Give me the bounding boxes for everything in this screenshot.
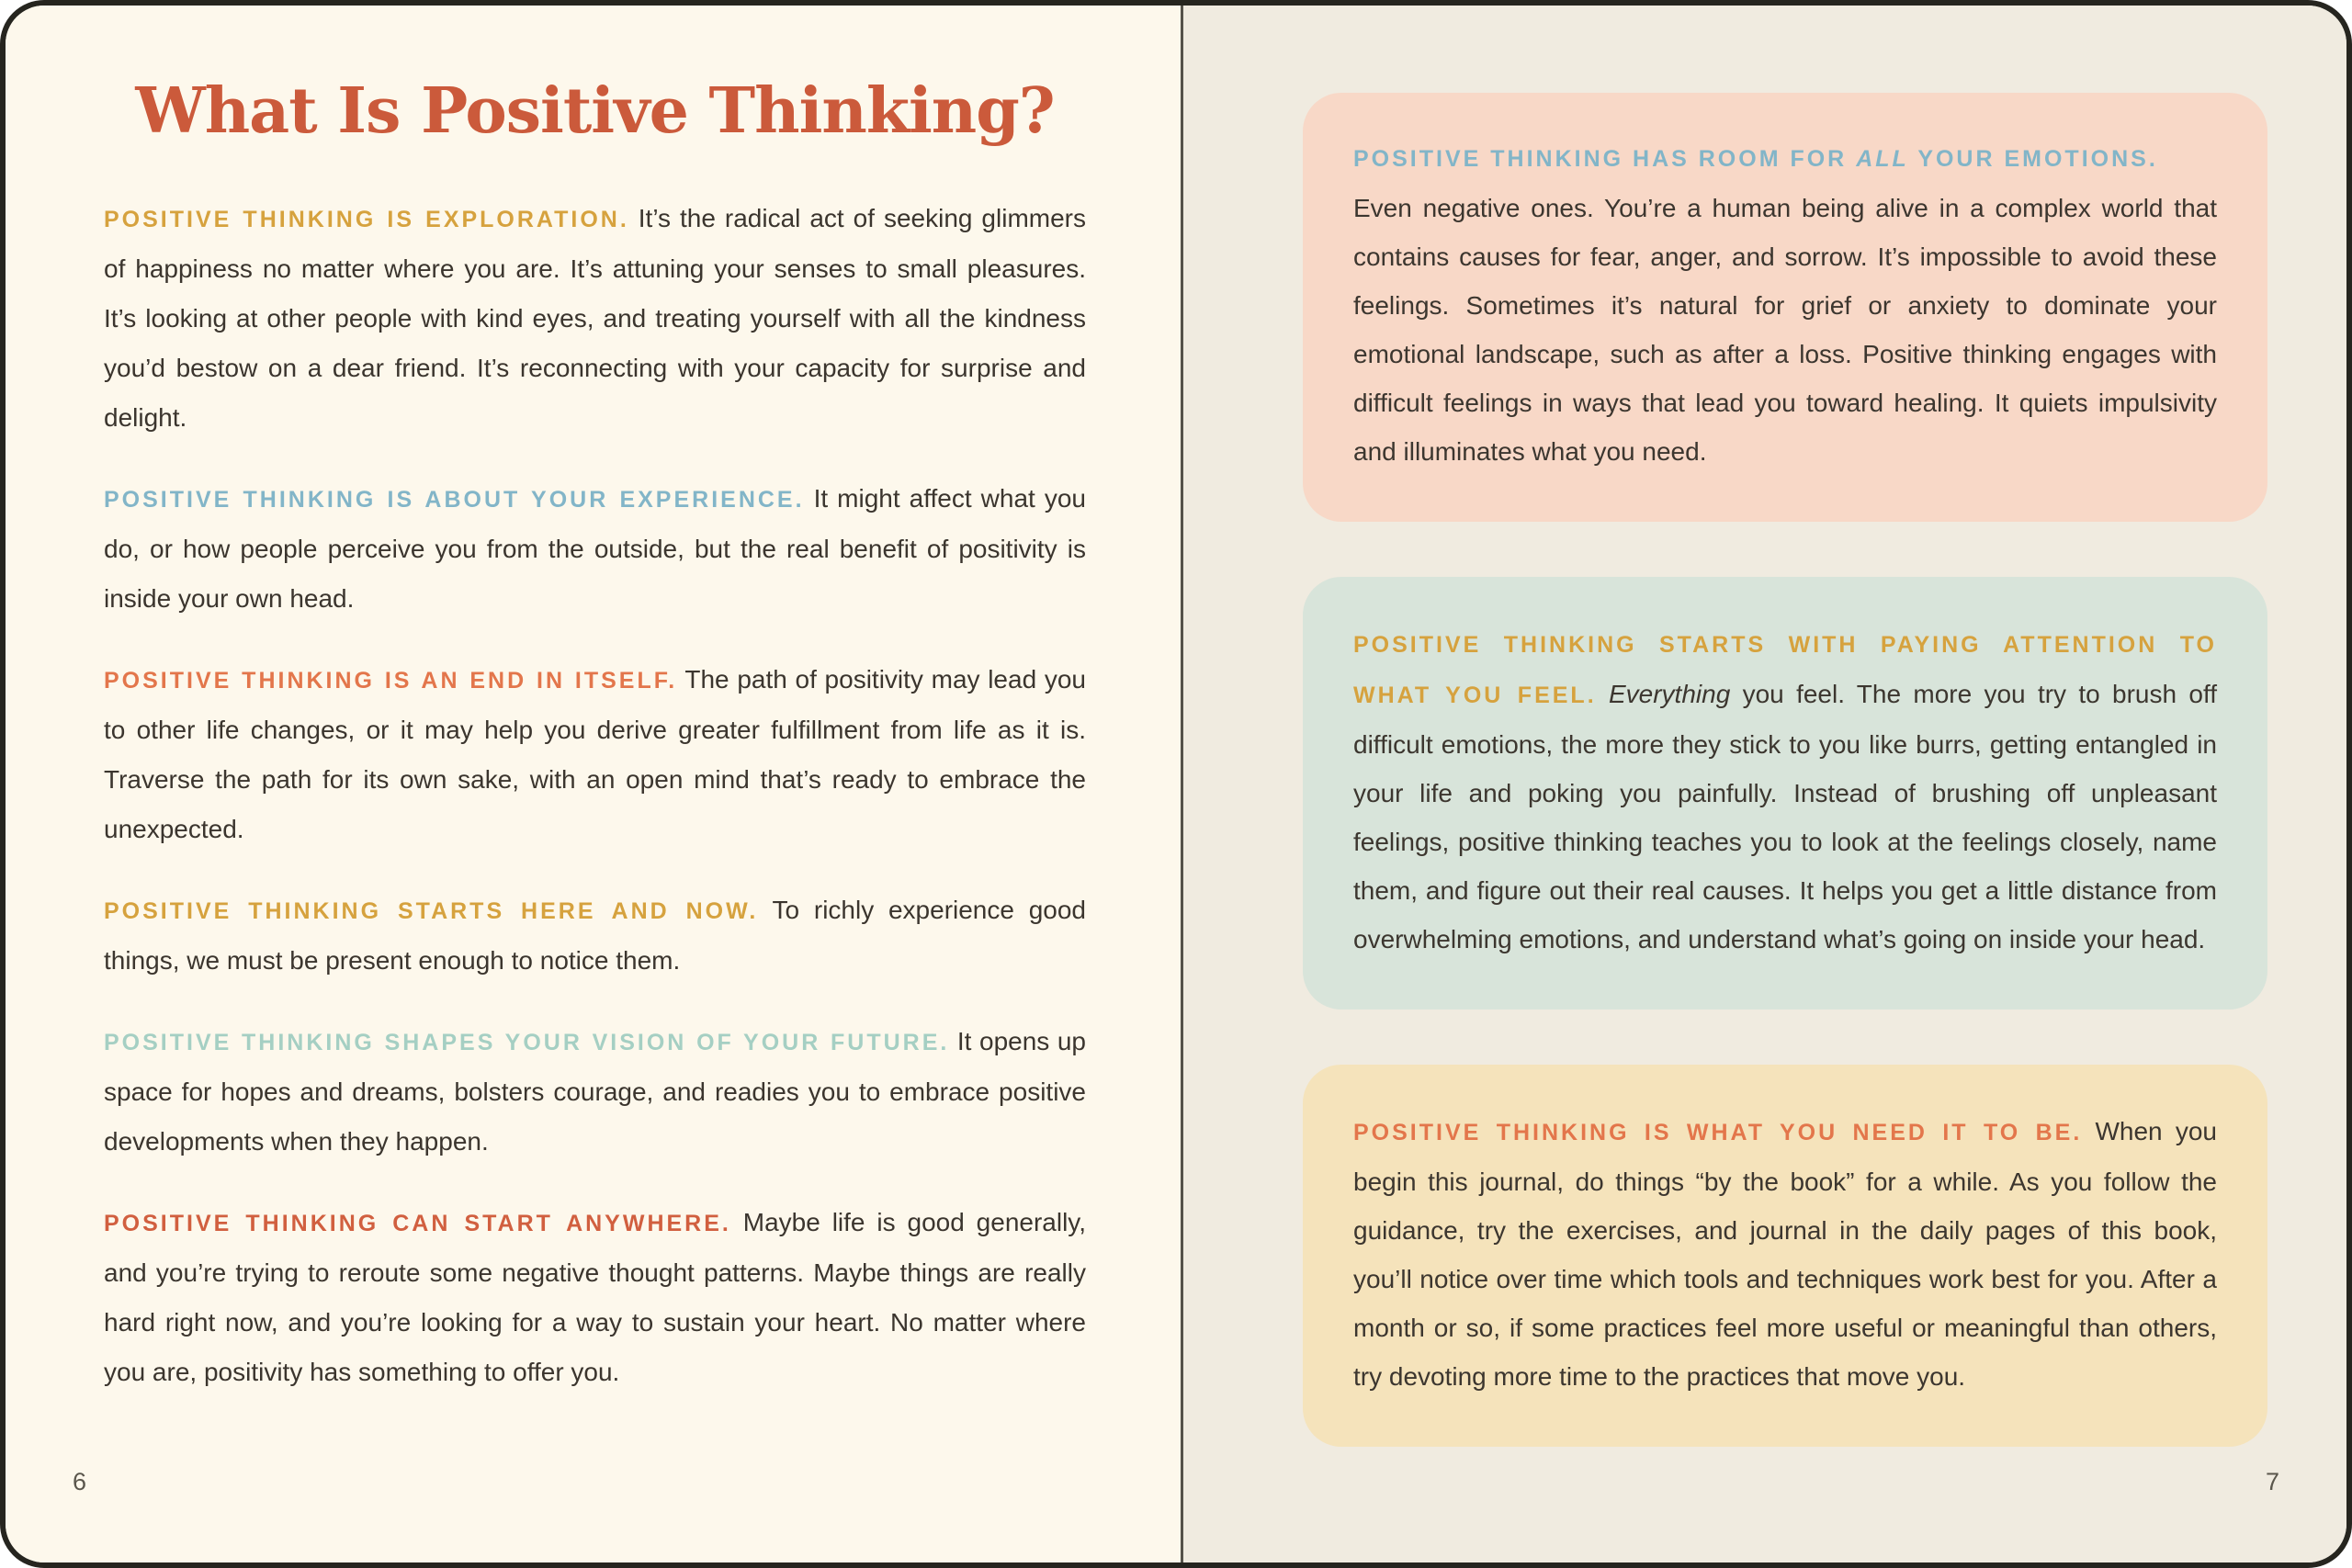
- paragraph-here-and-now: [104, 886, 1086, 986]
- callout-body: you feel. The more you try to brush off difficult emotions, the more they stick to you like burrs, getting entangled in your life and poking you painfully. Instead of brushing off unpleasant feelings, positive thinking teaches you to look at the feelings closely, name them, and figure out their real causes. It helps you get a little distance from overwhelming emotions, and understand what’s going on inside your head.: [1353, 680, 2218, 953]
- page-number-left: 6: [73, 1468, 87, 1495]
- callout-lead-text: POSITIVE THINKING HAS ROOM FOR: [1353, 146, 1848, 172]
- callout-lead: POSITIVE THINKING STARTS WITH PAYING ATTENTION TO WHAT YOU FEEL.: [1353, 632, 2217, 708]
- callout-body: Even negative ones. You’re a human being alive in a complex world that contains causes for fear, anger, and sorrow. It’s impossible to avoid these feelings. Sometimes it’s natural for grief or anxiety to dominate your emotional landscape, such as after a loss. Positive thinking engages with difficult feelings in ways that lead you toward healing. It quiets impulsivity and illuminates what you need.: [1353, 194, 2217, 466]
- paragraph-body: It’s the radical act of seeking glimmers of happiness no matter where you are. It’s attuning your senses to small pleasures. It’s looking at other people with kind eyes, and treating yourself with all the kindness you’d bestow on a dear friend. It’s reconnecting with your capacity for surprise and delight.: [104, 203, 1086, 432]
- page-title: What Is Positive Thinking?: [135, 74, 1055, 148]
- right-page: [1183, 6, 2352, 1562]
- paragraph-lead: POSITIVE THINKING IS AN END IN ITSELF.: [104, 667, 678, 694]
- callout-body: When you begin this journal, do things “by the book” for a while. As you follow the guidance, try the exercises, and journal in the daily pages of this book, you’ll notice over time which tools and techniques work best for you. After a month or so, if some practices feel more useful or meaningful than others, try devoting more time to the practices that move you.: [1353, 1117, 2217, 1391]
- paragraph-exploration: [104, 194, 1086, 443]
- callout-what-you-need: [1303, 1065, 2267, 1447]
- paragraph-body: It opens up space for hopes and dreams, bolsters courage, and readies you to embrace positive developments when they happen.: [104, 1026, 1086, 1156]
- page-number-right: 7: [2265, 1468, 2279, 1495]
- paragraph-lead: POSITIVE THINKING SHAPES YOUR VISION OF YOUR FUTURE.: [104, 1029, 950, 1055]
- callout-emotions: [1303, 93, 2267, 522]
- callout-lead-italic: ALL: [1856, 146, 1909, 172]
- paragraph-body: The path of positivity may lead you to other life changes, or it may help you derive greater fulfillment from life as it is. Traverse the path for its own sake, with an open mind that’s ready to embrace the unexpected.: [104, 664, 1086, 843]
- paragraph-body: Maybe life is good generally, and you’re trying to reroute some negative thought patterns. Maybe things are really hard right now, and you’re looking for a way to sustain your heart. No matter where you are, positivity has something to offer you.: [104, 1207, 1087, 1386]
- callout-lead: [1353, 135, 2217, 184]
- paragraph-end-in-itself: [104, 655, 1086, 854]
- callout-paying-attention: [1303, 577, 2267, 1010]
- paragraph-body: It might affect what you do, or how people perceive you from the outside, but the real benefit of positivity is inside your own head.: [104, 483, 1086, 613]
- paragraph-lead: POSITIVE THINKING IS EXPLORATION.: [104, 206, 629, 232]
- paragraph-vision-of-future: [104, 1017, 1086, 1167]
- callout-lead: POSITIVE THINKING IS WHAT YOU NEED IT TO BE.: [1353, 1120, 2083, 1145]
- paragraph-lead: POSITIVE THINKING STARTS HERE AND NOW.: [104, 897, 759, 924]
- paragraph-body: To richly experience good things, we must be present enough to notice them.: [104, 895, 1087, 975]
- paragraph-experience: [104, 474, 1086, 624]
- paragraph-lead: POSITIVE THINKING CAN START ANYWHERE.: [104, 1210, 731, 1236]
- callout-body-italic: Everything: [1608, 680, 1731, 708]
- callout-lead-text: YOUR EMOTIONS.: [1917, 146, 2158, 172]
- paragraph-start-anywhere: [104, 1198, 1086, 1397]
- left-page: [6, 6, 1183, 1562]
- paragraph-lead: POSITIVE THINKING IS ABOUT YOUR EXPERIENCE.: [104, 486, 805, 513]
